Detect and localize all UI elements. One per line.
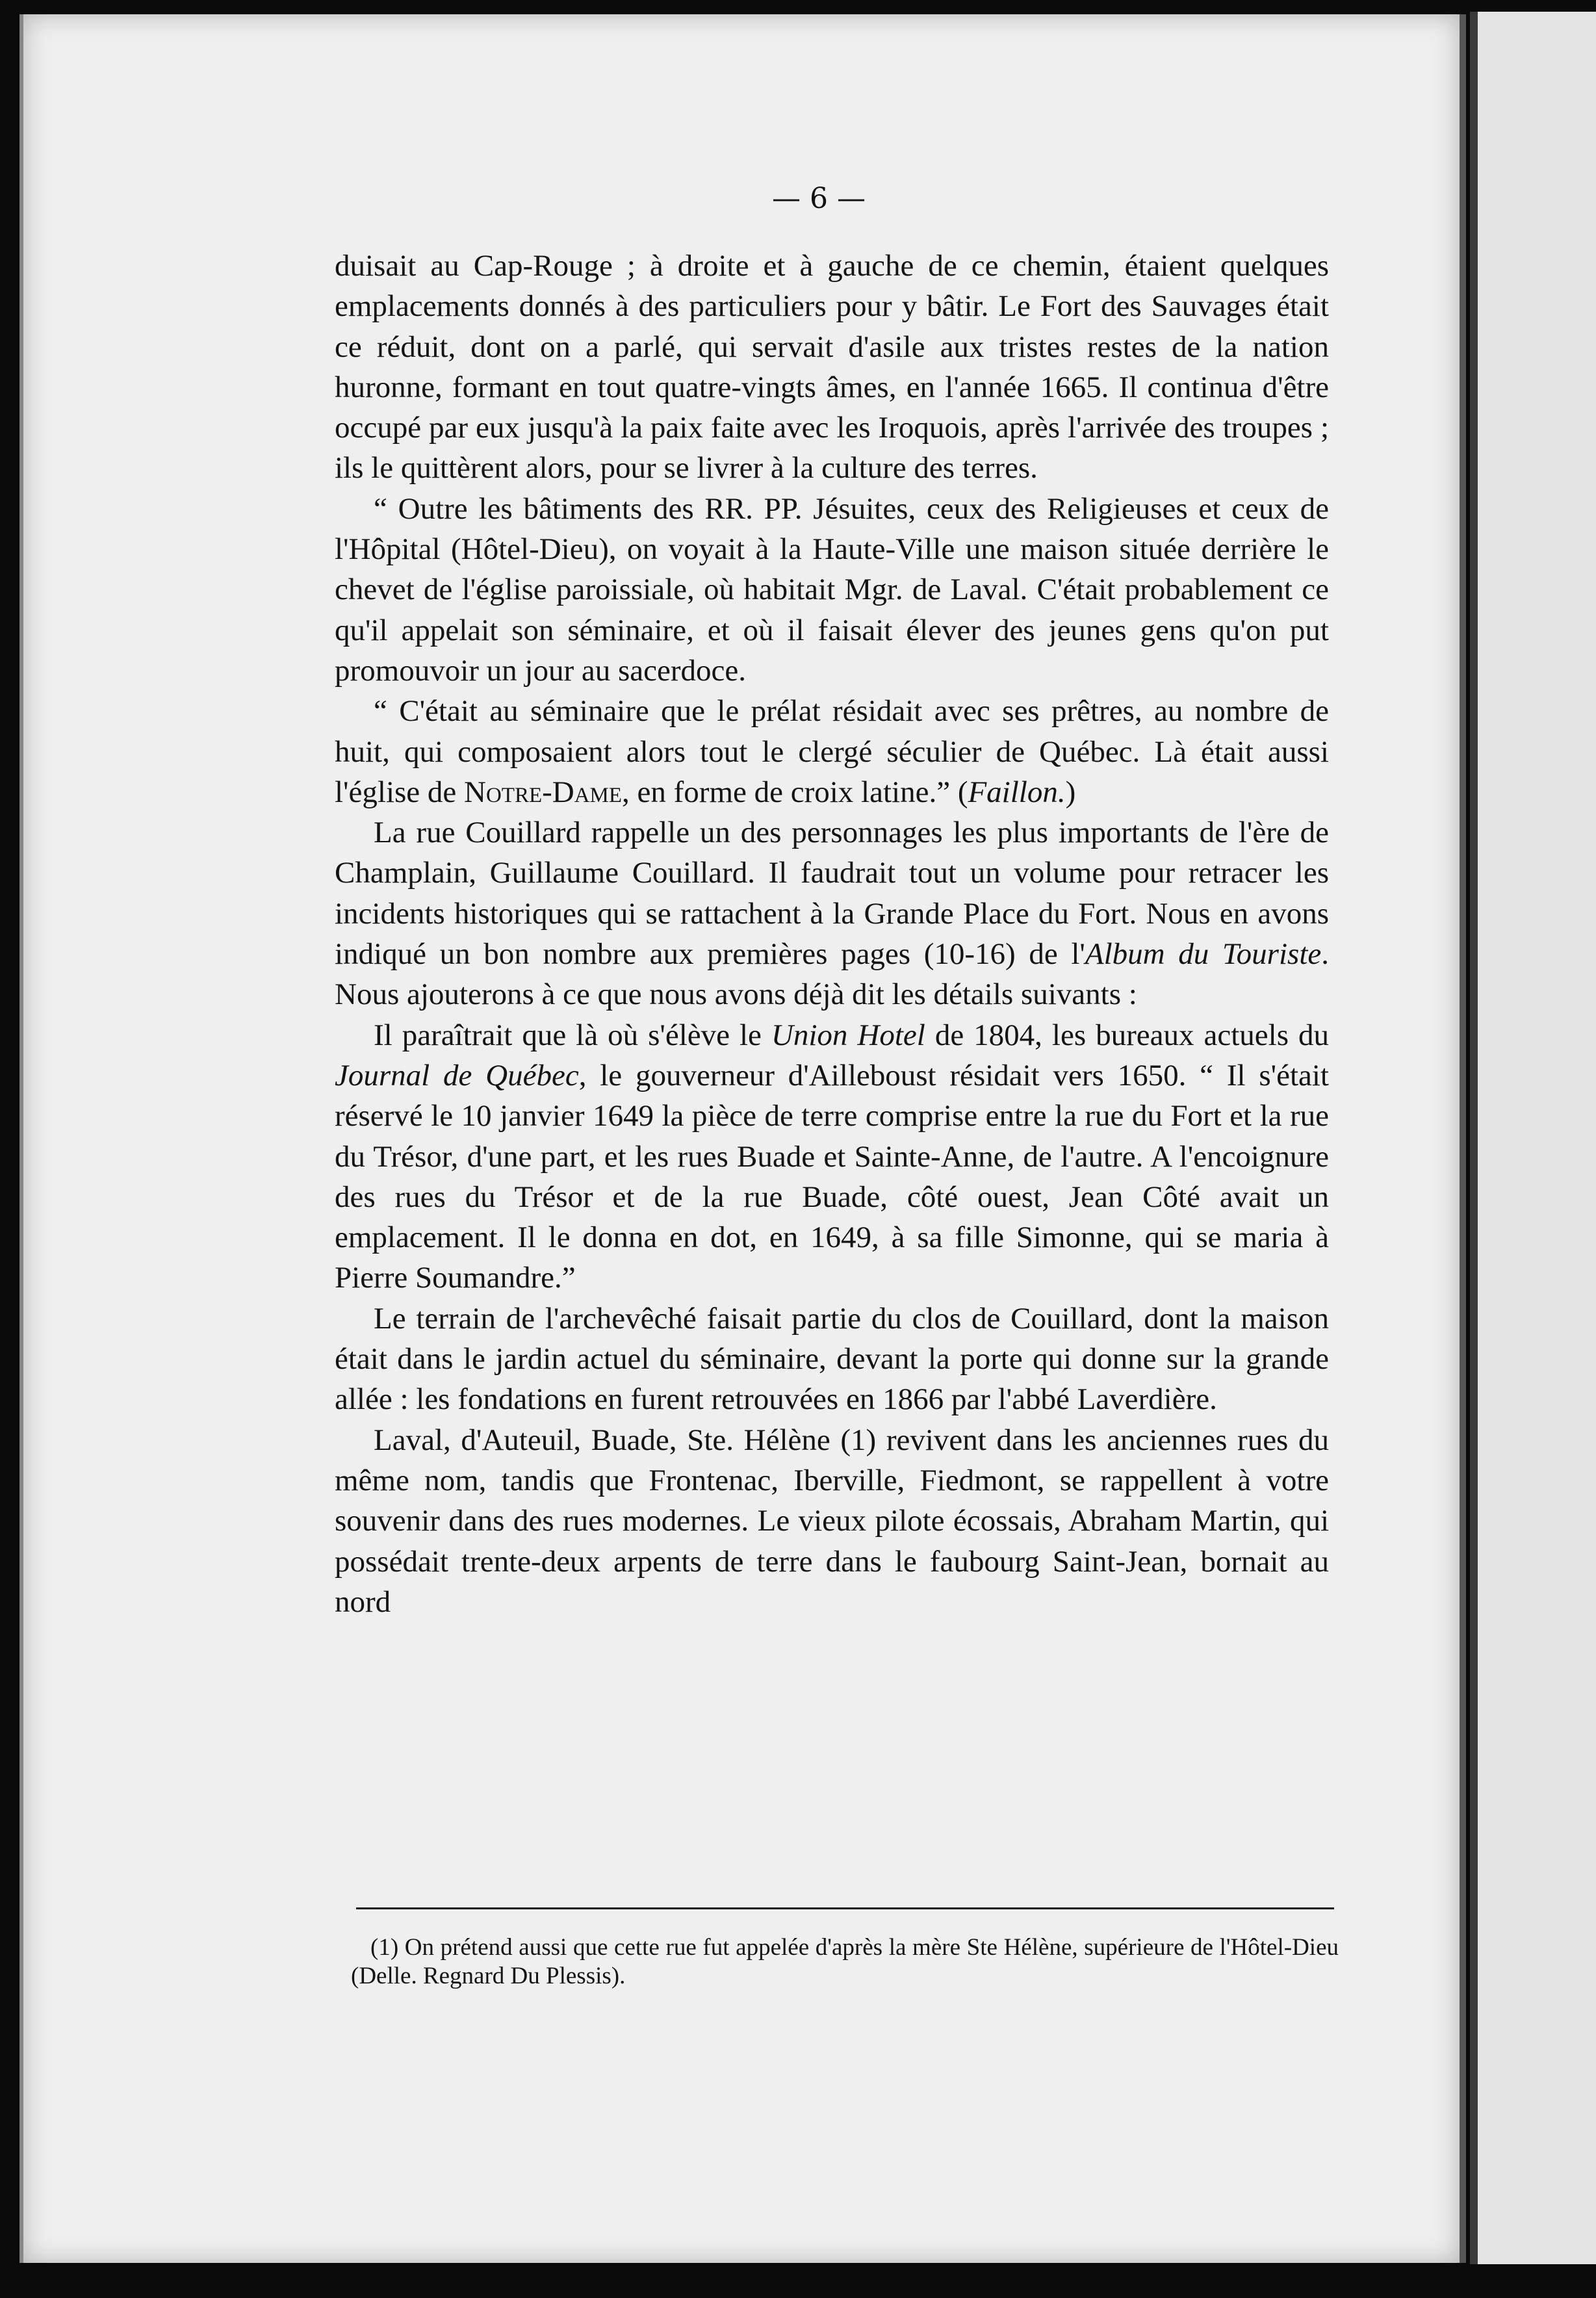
- paragraph: [335, 246, 1329, 489]
- next-page-edge: [1470, 12, 1596, 2264]
- footnote-text: (1) On prétend aussi que cette rue fut appelée d'après la mère Ste Hélène, supérieure de l'Hôtel-Dieu (Delle. Regnard Du Plessis).: [351, 1934, 1339, 1989]
- text-run: . Nous ajouterons à ce que nous avons déjà dit les détails suivants :: [335, 937, 1329, 1012]
- paragraph: [335, 1015, 1329, 1298]
- body-text: [335, 246, 1329, 1622]
- text-run: Le terrain de l'archevêché faisait partie du clos de Couillard, dont la maison était dans le jardin actuel du séminaire, devant la porte qui donne sur la grande allée : les fondations en furent retrouvées en 1866 par l'abbé Laverdière.: [335, 1301, 1329, 1417]
- text-run: La rue Couillard rappelle un des personnages les plus importants de l'ère de Champlain, Guillaume Couillard. Il faudrait tout un volume pour retracer les incidents historiques qui se rattachent à la Grande Place du Fort. Nous en avons indiqué un bon nombre aux premières pages (10-16) de l': [335, 816, 1329, 972]
- text-run: ): [1065, 775, 1076, 809]
- text-run: Il paraîtrait que là où s'élève le: [374, 1018, 771, 1052]
- text-run: Laval, d'Auteuil, Buade, Ste. Hélène (1) revivent dans les anciennes rues du même nom, tandis que Frontenac, Iberville, Fiedmont, se rappellent à votre souvenir dans des rues modernes. Le vieux pilote écossais, Abraham Martin, qui possédait trente-deux arpents de terre dans le faubourg Saint-Jean, bornait au nord: [335, 1423, 1329, 1619]
- italic-text: Faillon.: [968, 775, 1066, 809]
- italic-text: Union Hotel: [771, 1018, 925, 1052]
- text-run: , en forme de croix latine.” (: [622, 775, 968, 809]
- text-run: , le gouverneur d'Ailleboust résidait vers 1650. “ Il s'était réservé le 10 janvier 1649 la pièce de terre comprise entre la rue du Fort et la rue du Trésor, d'une part, et les rues Buade et Sainte-Anne, de l'autre. A l'encoignure des rues du Trésor et de la rue Buade, côté ouest, Jean Côté avait un emplacement. Il le donna en dot, en 1649, à sa fille Simonne, qui se maria à Pierre Soumandre.”: [335, 1058, 1329, 1295]
- text-run: “ Outre les bâtiments des RR. PP. Jésuites, ceux des Religieuses et ceux de l'Hôpital (Hôtel-Dieu), on voyait à la Haute-Ville une maison située derrière le chevet de l'église paroissiale, où habitait Mgr. de Laval. C'était probablement ce qu'il appelait son séminaire, et où il faisait élever des jeunes gens qu'on put promouvoir un jour au sacerdoce.: [335, 491, 1329, 688]
- text-run: “ C'était au séminaire que le prélat résidait avec ses prêtres, au nombre de huit, qui composaient alors tout le clergé séculier de Québec. Là était aussi l'église de: [335, 694, 1329, 809]
- paragraph: [335, 1420, 1329, 1622]
- italic-text: Journal de Québec: [335, 1058, 579, 1092]
- small-caps-text: Notre-Dame: [464, 775, 623, 809]
- footnote-divider: [356, 1907, 1334, 1909]
- text-run: duisait au Cap-Rouge ; à droite et à gauche de ce chemin, étaient quelques emplacements donnés à des particuliers pour y bâtir. Le Fort des Sauvages était ce réduit, dont on a parlé, qui servait d'asile aux tristes restes de la nation huronne, formant en tout quatre-vingts âmes, en l'année 1665. Il continua d'être occupé par eux jusqu'à la paix faite avec les Iroquois, après l'arrivée des troupes ; ils le quittèrent alors, pour se livrer à la culture des terres.: [335, 249, 1329, 485]
- footnote: [351, 1933, 1339, 1991]
- paragraph: [335, 812, 1329, 1014]
- paragraph: [335, 489, 1329, 691]
- text-run: de 1804, les bureaux actuels du: [925, 1018, 1329, 1052]
- paragraph: [335, 691, 1329, 812]
- page-number: — 6 —: [772, 182, 866, 215]
- paragraph: [335, 1298, 1329, 1420]
- italic-text: Album du Touriste: [1085, 937, 1322, 972]
